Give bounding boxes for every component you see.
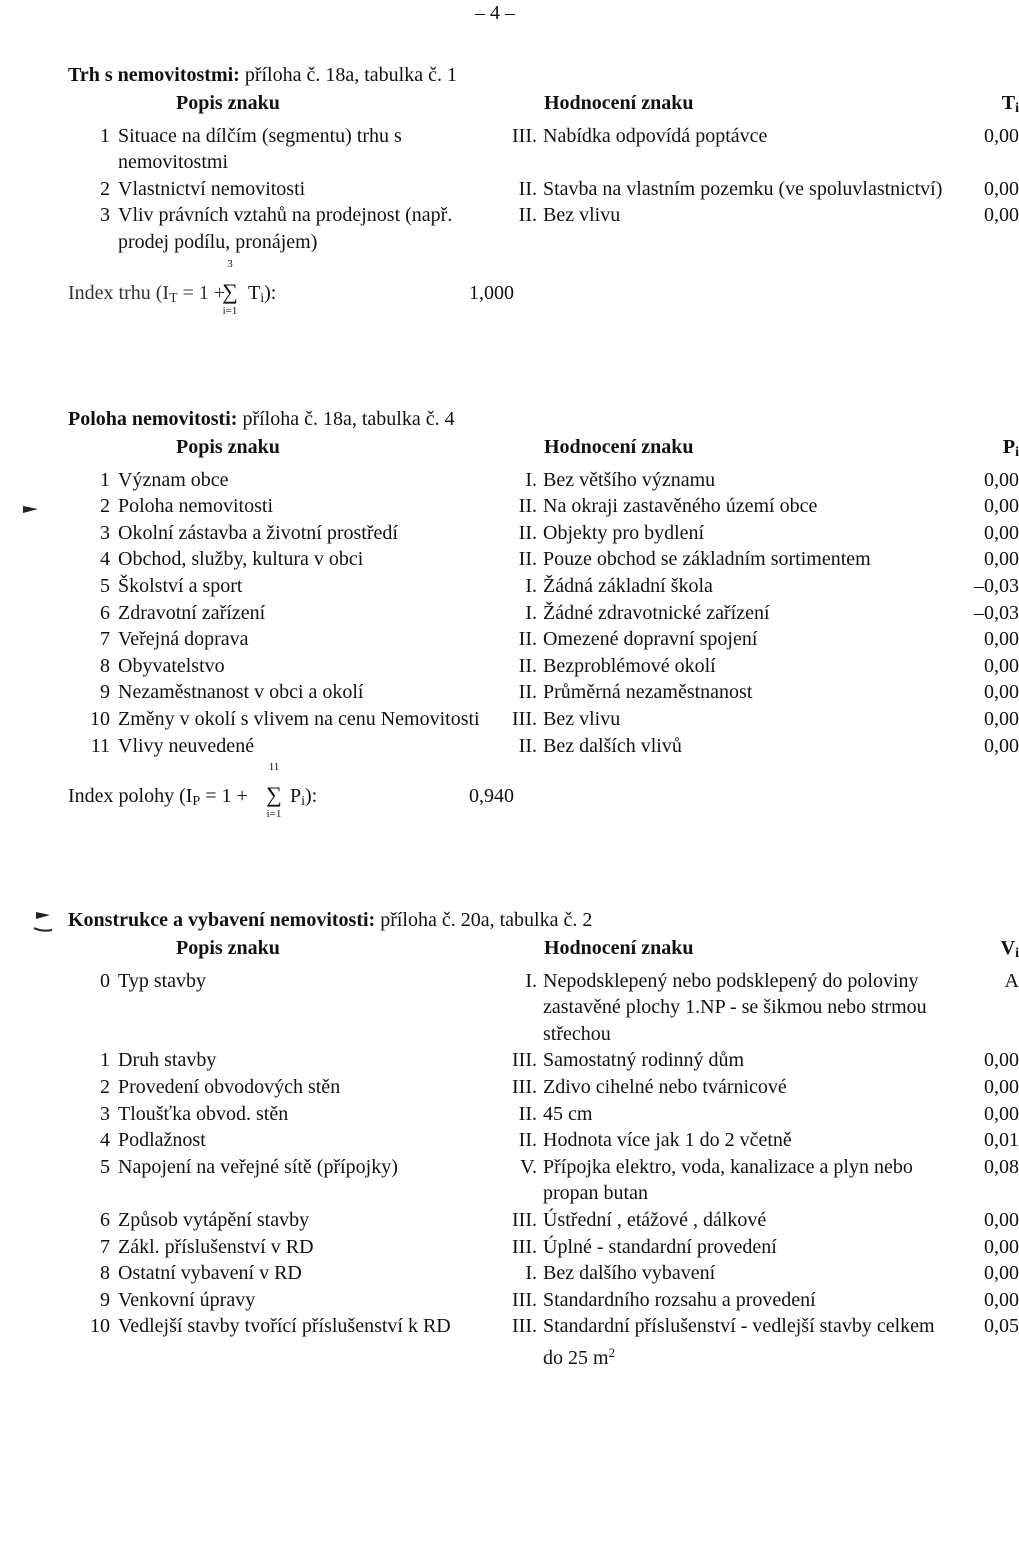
market-index xyxy=(68,258,960,328)
row-value: 0,00 xyxy=(984,734,1019,757)
row-description: Zdravotní zařízení xyxy=(118,601,266,624)
table-row xyxy=(68,706,1019,733)
row-value: 0,00 xyxy=(984,681,1019,704)
row-evaluation: Žádné zdravotnické zařízení xyxy=(543,601,770,624)
row-value: 0,01 xyxy=(984,1129,1019,1152)
row-value: 0,00 xyxy=(984,707,1019,730)
section-construction xyxy=(68,907,1019,1372)
row-number: 7 xyxy=(100,628,110,651)
row-value: 0,00 xyxy=(984,1049,1019,1072)
row-grade: II. xyxy=(518,204,537,227)
section-market xyxy=(68,62,1019,328)
row-number: 11 xyxy=(90,734,110,757)
row-description: Podlažnost xyxy=(118,1129,206,1152)
margin-bullet-mark xyxy=(34,908,52,922)
row-evaluation: Žádná základní škola xyxy=(543,574,713,597)
table-row xyxy=(68,600,1019,627)
index-label: Index polohy ($I_P = 1$ + xyxy=(68,785,248,810)
row-evaluation: Omezené dopravní spojení xyxy=(543,628,758,651)
row-grade: II. xyxy=(518,1129,537,1152)
index-value: 0,940 xyxy=(469,785,514,808)
row-evaluation: Úplné - standardní provedení xyxy=(543,1235,777,1258)
table-row xyxy=(68,202,1019,255)
row-value: 0,00 xyxy=(984,628,1019,651)
row-grade: III. xyxy=(512,707,537,730)
row-grade: V. xyxy=(520,1155,537,1178)
row-number: 2 xyxy=(100,1075,110,1098)
row-evaluation: Objekty pro bydlení xyxy=(543,521,705,544)
row-grade: III. xyxy=(512,1049,537,1072)
row-evaluation: Standardní příslušenství - vedlejší stavby celkem do 25 $m^2$ xyxy=(543,1315,935,1369)
table-row xyxy=(68,1313,1019,1371)
market-rows xyxy=(68,123,1019,256)
row-description: Způsob vytápění stavby xyxy=(118,1208,310,1231)
row-number: 7 xyxy=(100,1235,110,1258)
table-row xyxy=(68,493,1019,520)
table-row xyxy=(68,1154,1019,1207)
row-evaluation: Hodnota více jak 1 do 2 včetně xyxy=(543,1129,792,1152)
row-grade: I. xyxy=(525,574,537,597)
row-number: 1 xyxy=(100,124,110,147)
row-number: 4 xyxy=(100,548,110,571)
row-grade: III. xyxy=(512,1075,537,1098)
row-grade: I. xyxy=(525,969,537,992)
header-desc: Popis znaku xyxy=(176,92,280,114)
table-row xyxy=(68,1127,1019,1154)
row-number: 1 xyxy=(100,468,110,491)
row-value: 0,00 xyxy=(984,204,1019,227)
row-evaluation: Na okraji zastavěného území obce xyxy=(543,495,818,518)
row-description: Obchod, služby, kultura v obci xyxy=(118,548,364,571)
row-grade: II. xyxy=(518,495,537,518)
table-row xyxy=(68,968,1019,1048)
row-value: 0,05 xyxy=(984,1315,1019,1338)
row-grade: III. xyxy=(512,1288,537,1311)
row-number: 9 xyxy=(100,681,110,704)
row-number: 10 xyxy=(90,707,110,730)
row-grade: II. xyxy=(518,1102,537,1125)
row-evaluation: Bez vlivu xyxy=(543,204,621,227)
index-label-tail: $T_i$): xyxy=(248,281,277,306)
row-evaluation: Nabídka odpovídá poptávce xyxy=(543,124,768,147)
index-label-tail: $P_i$): xyxy=(290,785,318,810)
row-value: 0,00 xyxy=(984,468,1019,491)
table-row xyxy=(68,1260,1019,1287)
row-value: 0,00 xyxy=(984,1262,1019,1285)
header-eval: Hodnocení znaku xyxy=(544,92,694,114)
table-row xyxy=(68,733,1019,760)
location-table xyxy=(68,434,1019,759)
row-value: 0,00 xyxy=(984,495,1019,518)
location-rows xyxy=(68,467,1019,760)
row-description: Vedlejší stavby tvořící příslušenství k RD xyxy=(118,1315,451,1338)
margin-arrow-mark xyxy=(22,503,40,515)
section-title: Konstrukce a vybavení nemovitosti: příloha č. 20a, tabulka č. 2 xyxy=(68,909,593,931)
table-row xyxy=(68,1287,1019,1314)
row-value: 0,00 xyxy=(984,1208,1019,1231)
row-grade: III. xyxy=(512,1208,537,1231)
row-evaluation: 45 cm xyxy=(543,1102,593,1125)
row-description: Napojení na veřejné sítě (přípojky) xyxy=(118,1155,398,1178)
row-description: Vlivy neuvedené xyxy=(118,734,255,757)
table-header xyxy=(68,90,1019,123)
construction-rows xyxy=(68,968,1019,1372)
section-title: Trh s nemovitostmi: příloha č. 18a, tabulka č. 1 xyxy=(68,64,457,86)
row-grade: II. xyxy=(518,654,537,677)
row-description: Veřejná doprava xyxy=(118,628,249,651)
row-description: Zákl. příslušenství v RD xyxy=(118,1235,314,1258)
row-value: 0,00 xyxy=(984,654,1019,677)
table-row xyxy=(68,123,1019,176)
header-desc: Popis znaku xyxy=(176,436,280,458)
row-number: 2 xyxy=(100,495,110,518)
row-value: 0,00 xyxy=(984,1288,1019,1311)
row-evaluation: Bez většího významu xyxy=(543,468,716,491)
table-header xyxy=(68,935,1019,968)
row-evaluation: Bezproblémové okolí xyxy=(543,654,716,677)
row-grade: II. xyxy=(518,681,537,704)
row-grade: III. xyxy=(512,124,537,147)
table-row xyxy=(68,626,1019,653)
row-evaluation: Průměrná nezaměstnanost xyxy=(543,681,753,704)
margin-dash-mark xyxy=(32,926,54,934)
section-location xyxy=(68,406,1019,831)
table-row xyxy=(68,467,1019,494)
row-number: 4 xyxy=(100,1129,110,1152)
table-row xyxy=(68,1074,1019,1101)
row-description: Ostatní vybavení v RD xyxy=(118,1262,302,1285)
row-evaluation: Standardního rozsahu a provedení xyxy=(543,1288,816,1311)
row-description: Venkovní úpravy xyxy=(118,1288,256,1311)
row-description: Vlastnictví nemovitosti xyxy=(118,177,306,200)
row-value: 0,00 xyxy=(984,548,1019,571)
row-value: 0,00 xyxy=(984,1102,1019,1125)
row-evaluation: Přípojka elektro, voda, kanalizace a plyn nebo propan butan xyxy=(543,1155,913,1205)
row-description: Druh stavby xyxy=(118,1049,217,1072)
row-number: 6 xyxy=(100,601,110,624)
row-description: Okolní zástavba a životní prostředí xyxy=(118,521,398,544)
table-row xyxy=(68,1234,1019,1261)
row-evaluation: Zdivo cihelné nebo tvárnicové xyxy=(543,1075,787,1098)
table-row xyxy=(68,1207,1019,1234)
header-val: $T_i$ xyxy=(1001,92,1019,116)
row-description: Typ stavby xyxy=(118,969,207,992)
row-grade: III. xyxy=(512,1235,537,1258)
row-number: 2 xyxy=(100,177,110,200)
location-index xyxy=(68,761,960,831)
row-value: A xyxy=(1004,969,1019,992)
row-description: Poloha nemovitosti xyxy=(118,495,273,518)
row-description: Změny v okolí s vlivem na cenu Nemovitosti xyxy=(118,707,480,730)
table-row xyxy=(68,1101,1019,1128)
row-value: –0,03 xyxy=(974,574,1019,597)
row-number: 8 xyxy=(100,654,110,677)
row-number: 5 xyxy=(100,1155,110,1178)
row-grade: II. xyxy=(518,628,537,651)
table-row xyxy=(68,653,1019,680)
table-row xyxy=(68,679,1019,706)
row-evaluation: Bez dalšího vybavení xyxy=(543,1262,716,1285)
row-value: –0,03 xyxy=(974,601,1019,624)
sum-symbol: 3 ∑ i=1 xyxy=(222,257,238,317)
table-row xyxy=(68,1047,1019,1074)
row-evaluation: Bez vlivu xyxy=(543,707,621,730)
row-description: Nezaměstnanost v obci a okolí xyxy=(118,681,364,704)
header-val: $P_i$ xyxy=(1002,436,1019,460)
index-label: Index trhu ($I_T = 1$ + xyxy=(68,281,226,306)
row-description: Vliv právních vztahů na prodejnost (např. prodej podílu, pronájem) xyxy=(118,204,453,253)
row-number: 5 xyxy=(100,574,110,597)
row-number: 1 xyxy=(100,1049,110,1072)
row-grade: I. xyxy=(525,468,537,491)
row-number: 3 xyxy=(100,204,110,227)
row-value: 0,00 xyxy=(984,177,1019,200)
row-evaluation: Ústřední , etážové , dálkové xyxy=(543,1208,767,1231)
row-evaluation: Pouze obchod se základním sortimentem xyxy=(543,548,871,571)
row-value: 0,00 xyxy=(984,1235,1019,1258)
row-grade: II. xyxy=(518,734,537,757)
table-row xyxy=(68,176,1019,203)
header-desc: Popis znaku xyxy=(176,937,280,959)
row-number: 6 xyxy=(100,1208,110,1231)
table-row xyxy=(68,573,1019,600)
row-number: 9 xyxy=(100,1288,110,1311)
row-evaluation: Stavba na vlastním pozemku (ve spoluvlastnictví) xyxy=(543,177,943,200)
page-number: – 4 – xyxy=(475,2,515,24)
row-grade: I. xyxy=(525,1262,537,1285)
row-value: 0,00 xyxy=(984,1075,1019,1098)
row-description: Školství a sport xyxy=(118,574,243,597)
row-evaluation: Samostatný rodinný dům xyxy=(543,1049,745,1072)
section-title: Poloha nemovitosti: příloha č. 18a, tabulka č. 4 xyxy=(68,408,455,430)
row-number: 8 xyxy=(100,1262,110,1285)
header-val: $V_i$ xyxy=(1000,937,1019,961)
market-table xyxy=(68,90,1019,256)
row-value: 0,00 xyxy=(984,521,1019,544)
table-row xyxy=(68,520,1019,547)
row-grade: II. xyxy=(518,521,537,544)
index-value: 1,000 xyxy=(469,281,514,304)
row-number: 10 xyxy=(90,1315,110,1338)
row-value: 0,08 xyxy=(984,1155,1019,1178)
row-grade: III. xyxy=(512,1315,537,1338)
superscript: 2 xyxy=(608,1344,616,1360)
row-evaluation: Bez dalších vlivů xyxy=(543,734,682,757)
row-number: 3 xyxy=(100,521,110,544)
row-description: Tloušťka obvod. stěn xyxy=(118,1102,289,1125)
sum-symbol: 11 ∑ i=1 xyxy=(266,761,282,821)
table-header xyxy=(68,434,1019,467)
row-value: 0,00 xyxy=(984,124,1019,147)
header-eval: Hodnocení znaku xyxy=(544,937,694,959)
row-description: Provedení obvodových stěn xyxy=(118,1075,341,1098)
header-eval: Hodnocení znaku xyxy=(544,436,694,458)
row-description: Význam obce xyxy=(118,468,229,491)
row-number: 0 xyxy=(100,969,110,992)
row-number: 3 xyxy=(100,1102,110,1125)
row-grade: II. xyxy=(518,548,537,571)
row-grade: II. xyxy=(518,177,537,200)
row-grade: I. xyxy=(525,601,537,624)
table-row xyxy=(68,546,1019,573)
row-description: Obyvatelstvo xyxy=(118,654,225,677)
row-evaluation: Nepodsklepený nebo podsklepený do poloviny zastavěné plochy 1.NP - se šikmou nebo strmou střechou xyxy=(543,969,927,1045)
construction-table xyxy=(68,935,1019,1372)
row-description: Situace na dílčím (segmentu) trhu s nemovitostmi xyxy=(118,124,402,174)
